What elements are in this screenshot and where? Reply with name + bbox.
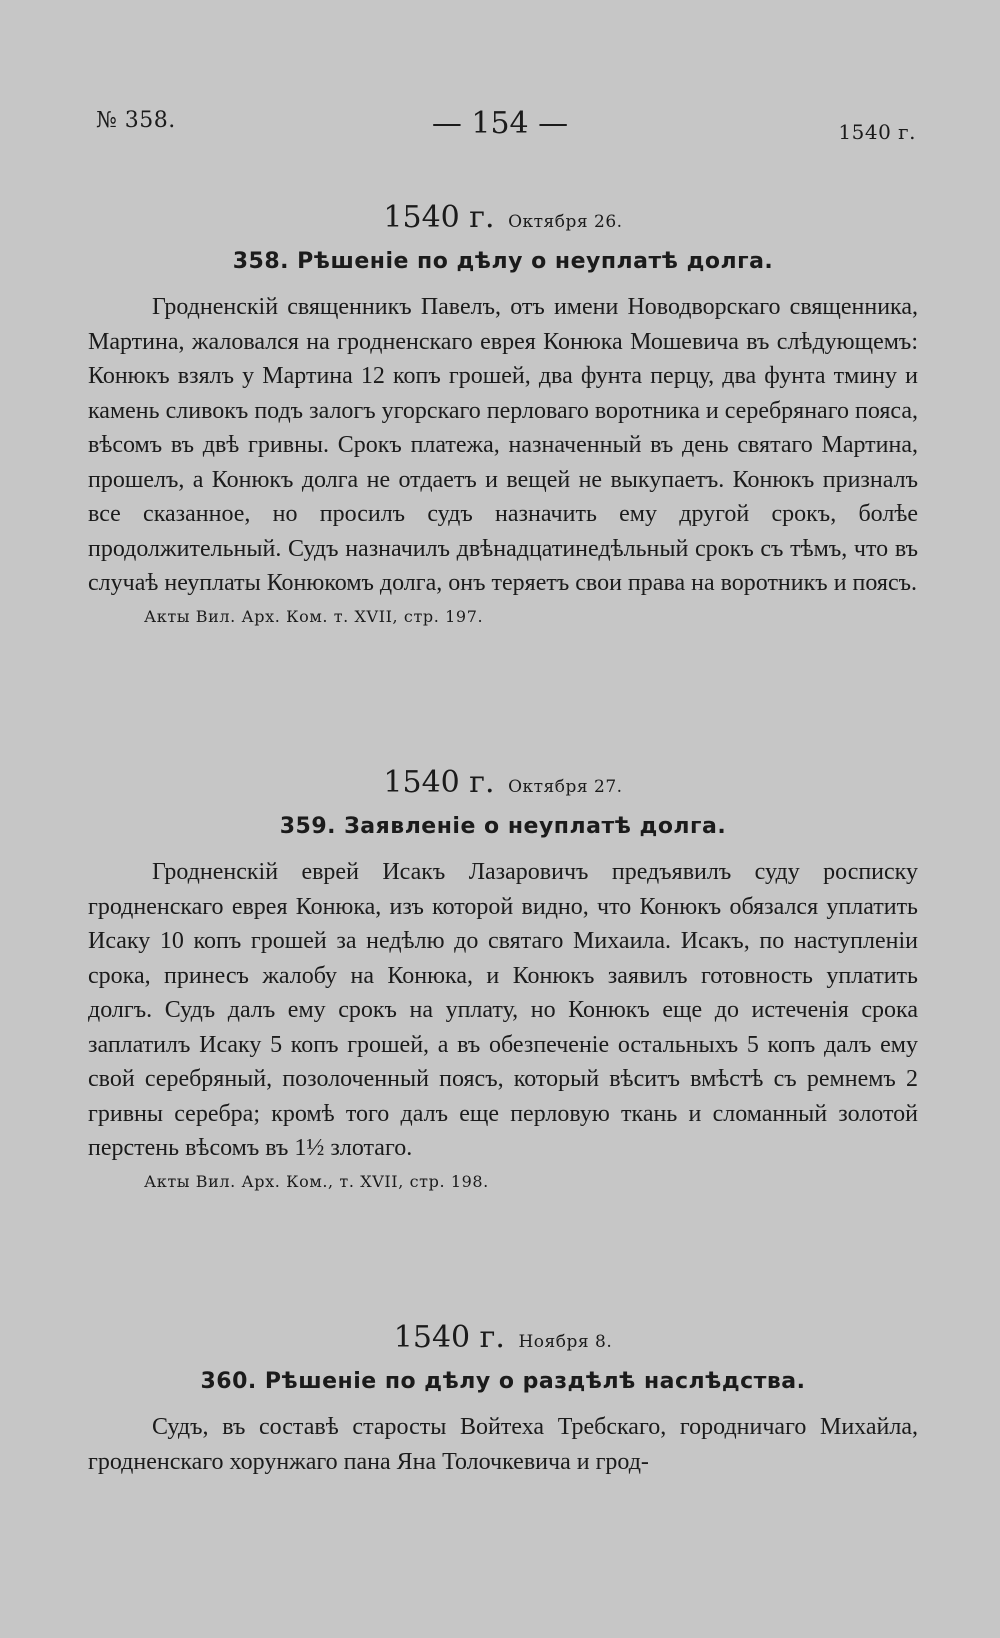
entry-date xyxy=(88,765,918,800)
date-day: Октября 27. xyxy=(508,777,623,797)
entry-heading: 360. Рѣшеніе по дѣлу о раздѣлѣ наслѣдства. xyxy=(200,1369,806,1394)
date-day: Октября 26. xyxy=(508,212,623,232)
running-header xyxy=(0,108,1000,148)
date-year: 1540 г. xyxy=(393,1320,505,1355)
header-year: 1540 г. xyxy=(838,120,916,144)
page-number: — 154 — xyxy=(431,106,569,141)
entry-date xyxy=(88,1320,918,1355)
entry-source: Акты Вил. Арх. Ком., т. XVII, стр. 198. xyxy=(144,1171,489,1191)
entry-text: Судъ, въ составѣ старосты Войтеха Требскаго, городничаго Михайла, гродненскаго хорунжаго пана Яна Толочкевича и грод- xyxy=(88,1414,918,1475)
entry-358 xyxy=(88,200,918,626)
entry-heading: 358. Рѣшеніе по дѣлу о неуплатѣ долга. xyxy=(232,249,774,274)
entry-source: Акты Вил. Арх. Ком. т. XVII, стр. 197. xyxy=(144,606,484,626)
entry-360 xyxy=(88,1320,918,1479)
date-year: 1540 г. xyxy=(383,765,495,800)
date-day: Ноября 8. xyxy=(518,1332,613,1352)
entry-359 xyxy=(88,765,918,1191)
entry-text: Гродненскій еврей Исакъ Лазаровичъ предъявилъ суду росписку гродненскаго еврея Конюка, изъ которой видно, что Конюкъ обязался уплатить Исаку 10 копъ грошей за недѣлю до святаго Михаила. Исакъ, по наступленіи срока, принесъ жалобу на Конюка, и Конюкъ заявилъ готовность уплатить долгъ. Судъ далъ ему срокъ на уплату, но Конюкъ еще до истеченія срока заплатилъ Исаку 5 копъ грошей, а въ обезпеченіе остальныхъ 5 копъ далъ ему свой серебряный, позолоченный поясъ, который вѣситъ вмѣстѣ съ ремнемъ 2 гривны серебра; кромѣ того далъ еще перловую ткань и сломанный золотой перстень вѣсомъ въ 1½ злотаго. xyxy=(88,859,918,1161)
entry-date xyxy=(88,200,918,235)
entry-text: Гродненскій священникъ Павелъ, отъ имени Новодворскаго священника, Мартина, жаловался на гродненскаго еврея Конюка Мошевича въ слѣдующемъ: Конюкъ взялъ у Мартина 12 копъ грошей, два фунта перцу, два фунта тмину и камень сливокъ подъ залогъ угорскаго перловаго воротника и серебрянаго пояса, вѣсомъ въ двѣ гривны. Срокъ платежа, назначенный въ день святаго Мартина, прошелъ, а Конюкъ долга не отдаетъ и вещей не выкупаетъ. Конюкъ призналъ все сказанное, но просилъ судъ назначить ему другой срокъ, болѣе продолжительный. Судъ назначилъ двѣнадцатинедѣльный срокъ съ тѣмъ, что въ случаѣ неуплаты Конюкомъ долга, онъ теряетъ свои права на воротникъ и поясъ. xyxy=(88,294,918,596)
date-year: 1540 г. xyxy=(383,200,495,235)
document-number: № 358. xyxy=(96,108,176,133)
entry-heading: 359. Заявленіе о неуплатѣ долга. xyxy=(279,814,727,839)
